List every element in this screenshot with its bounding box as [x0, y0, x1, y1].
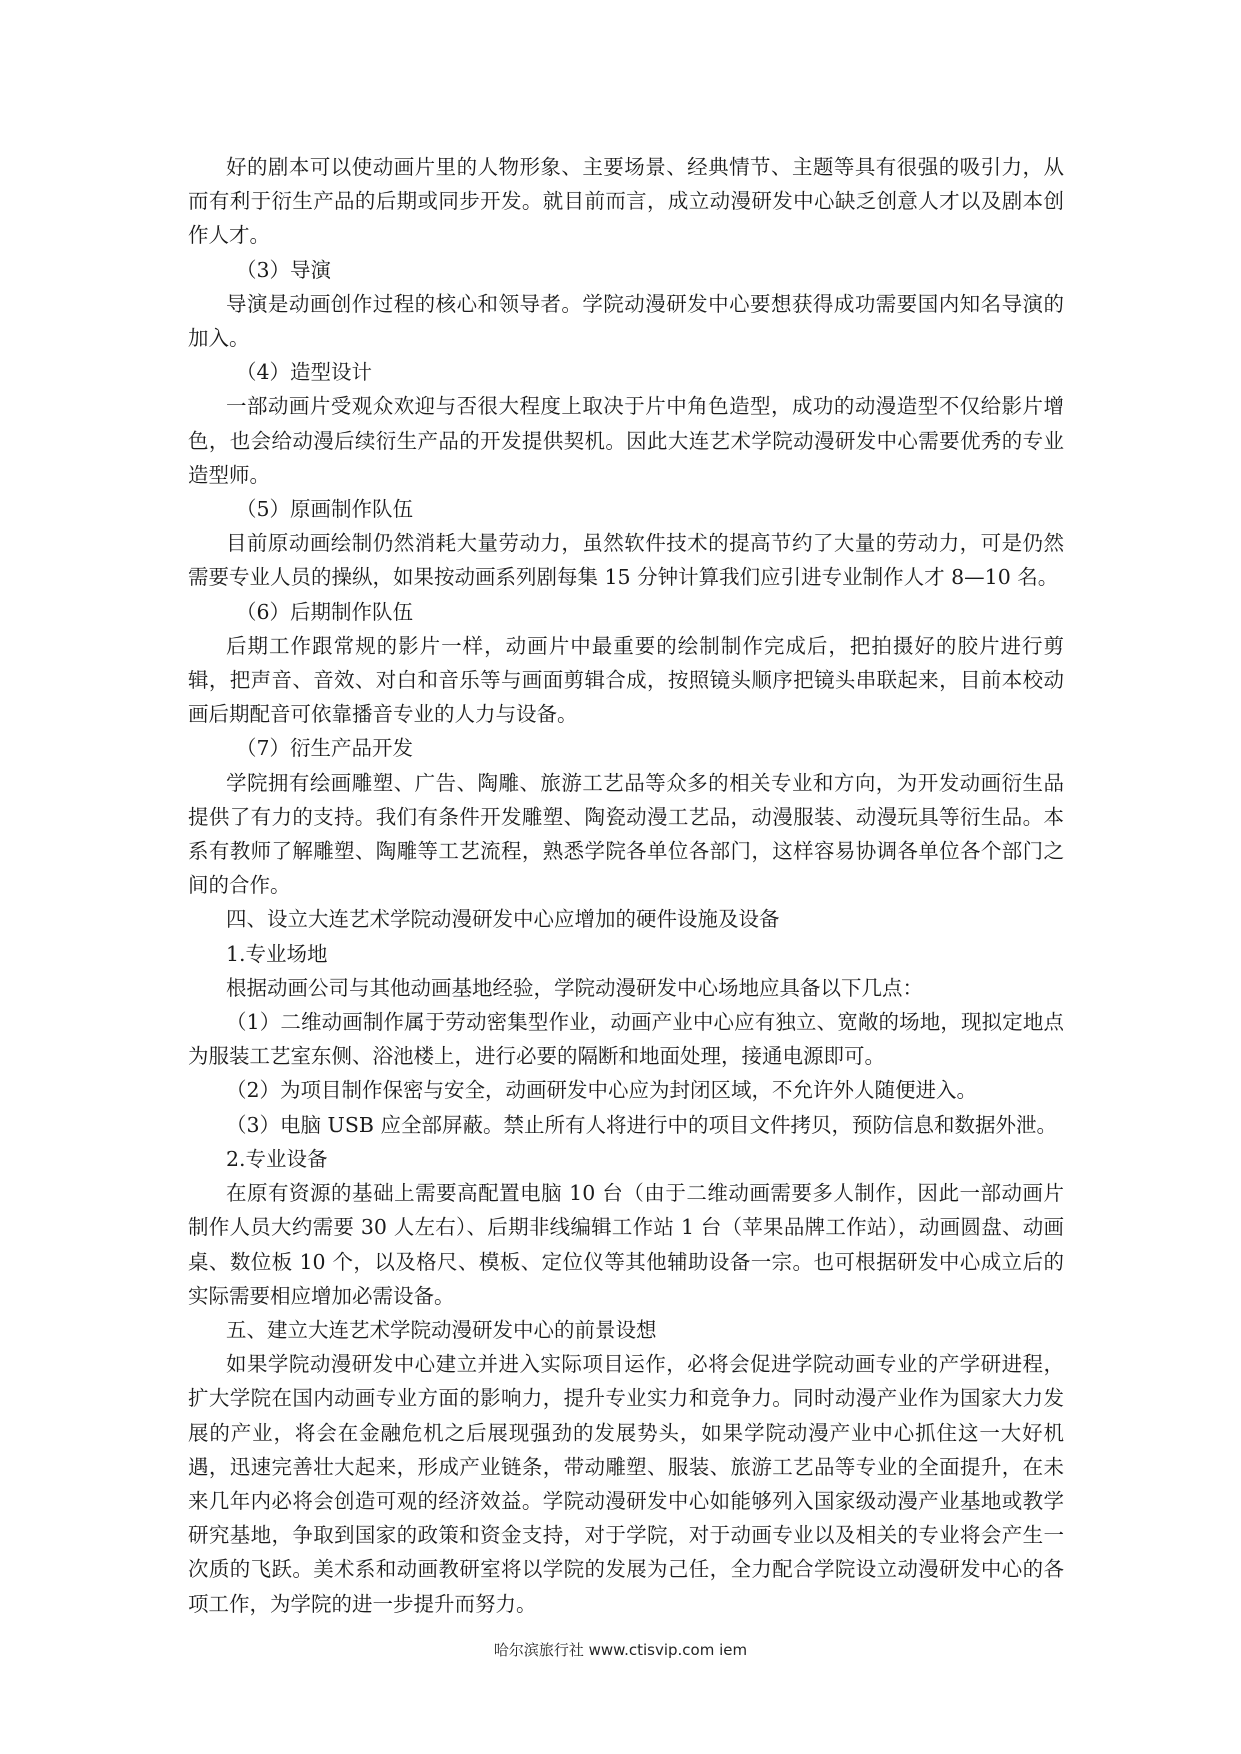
body-paragraph: （1）二维动画制作属于劳动密集型作业，动画产业中心应有独立、宽敞的场地，现拟定地点为服装工艺室东侧、浴池楼上，进行必要的隔断和地面处理，接通电源即可。 — [188, 1010, 1064, 1069]
page-footer: 哈尔滨旅行社 www.ctisvip.com iem — [493, 1641, 748, 1659]
body-paragraph: 目前原动画绘制仍然消耗大量劳动力，虽然软件技术的提高节约了大量的劳动力，可是仍然需要专业人员的操纵，如果按动画系列剧每集 15 分钟计算我们应引进专业制作人才 8—10 名。 — [188, 531, 1064, 590]
subsection-heading: （3）导演 — [236, 257, 332, 282]
body-paragraph: 一部动画片受观众欢迎与否很大程度上取决于片中角色造型，成功的动漫造型不仅给影片增色，也会给动漫后续衍生产品的开发提供契机。因此大连艺术学院动漫研发中心需要优秀的专业造型师。 — [188, 394, 1064, 487]
body-paragraph: 2.专业设备 — [226, 1146, 328, 1171]
subsection-heading: （5）原画制作队伍 — [236, 497, 414, 522]
subsection-heading: （6）后期制作队伍 — [236, 599, 414, 624]
body-paragraph: （3）电脑 USB 应全部屏蔽。禁止所有人将进行中的项目文件拷贝，预防信息和数据外泄。 — [226, 1112, 1057, 1137]
body-paragraph: 学院拥有绘画雕塑、广告、陶雕、旅游工艺品等众多的相关专业和方向，为开发动画衍生品提供了有力的支持。我们有条件开发雕塑、陶瓷动漫工艺品，动漫服装、动漫玩具等衍生品。本系有教师了解雕塑、陶雕等工艺流程，熟悉学院各单位各部门，这样容易协调各单位各个部门之间的合作。 — [188, 770, 1064, 898]
body-paragraph: 在原有资源的基础上需要高配置电脑 10 台（由于二维动画需要多人制作，因此一部动画片制作人员大约需要 30 人左右）、后期非线编辑工作站 1 台（苹果品牌工作站），动画圆盘、动画桌、数位板 10 个，以及格尺、模板、定位仪等其他辅助设备一宗。也可根据研发中心成立后的实际需要相应增加必需设备。 — [188, 1181, 1064, 1308]
subsection-heading: （7）衍生产品开发 — [236, 736, 414, 761]
body-paragraph: 1.专业场地 — [226, 941, 328, 966]
body-paragraph: 后期工作跟常规的影片一样，动画片中最重要的绘制制作完成后，把拍摄好的胶片进行剪辑，把声音、音效、对白和音乐等与画面剪辑合成，按照镜头顺序把镜头串联起来，目前本校动画后期配音可依靠播音专业的人力与设备。 — [188, 633, 1064, 727]
body-paragraph: 四、设立大连艺术学院动漫研发中心应增加的硬件设施及设备 — [226, 907, 780, 932]
body-paragraph: 导演是动画创作过程的核心和领导者。学院动漫研发中心要想获得成功需要国内知名导演的加入。 — [188, 291, 1064, 351]
body-paragraph: 五、建立大连艺术学院动漫研发中心的前景设想 — [226, 1317, 657, 1342]
subsection-heading: （4）造型设计 — [236, 360, 373, 385]
body-paragraph: 如果学院动漫研发中心建立并进入实际项目运作，必将会促进学院动画专业的产学研进程，扩大学院在国内动画专业方面的影响力，提升专业实力和竞争力。同时动漫产业作为国家大力发展的产业，将会在金融危机之后展现强劲的发展势头，如果学院动漫产业中心抓住这一大好机遇，迅速完善壮大起来，形成产业链条，带动雕塑、服装、旅游工艺品等专业的全面提升，在未来几年内必将会创造可观的经济效益。学院动漫研发中心如能够列入国家级动漫产业基地或教学研究基地，争取到国家的政策和资金支持，对于学院，对于动画专业以及相关的专业将会产生一次质的飞跃。美术系和动画教研室将以学院的发展为己任，全力配合学院设立动漫研发中心的各项工作，为学院的进一步提升而努力。 — [188, 1352, 1064, 1616]
body-paragraph: 好的剧本可以使动画片里的人物形象、主要场景、经典情节、主题等具有很强的吸引力，从而有利于衍生产品的后期或同步开发。就目前而言，成立动漫研发中心缺乏创意人才以及剧本创作人才。 — [188, 155, 1064, 248]
document-body — [188, 150, 1064, 1621]
body-paragraph: 根据动画公司与其他动画基地经验，学院动漫研发中心场地应具备以下几点： — [226, 975, 923, 1000]
body-paragraph: （2）为项目制作保密与安全，动画研发中心应为封闭区域，不允许外人随便进入。 — [226, 1078, 978, 1103]
